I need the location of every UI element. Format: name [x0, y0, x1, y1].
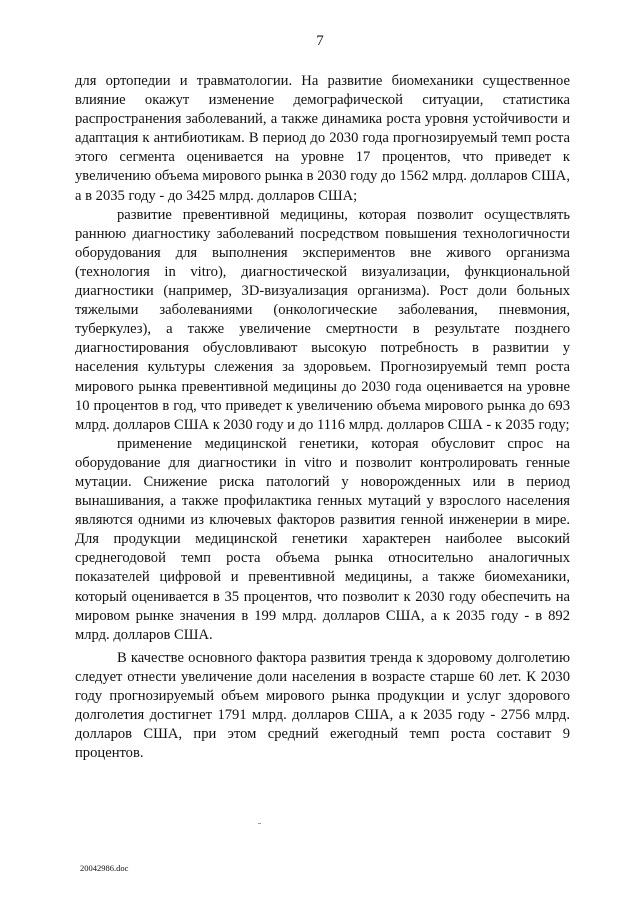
paragraph-preventive-medicine: развитие превентивной медицины, которая позволит осуществлять раннюю диагностику заболеваний посредством повышения технологичности оборудования для выполнения экспериментов вне живого организма (технология in vitro), диагностической визуализации, функциональной диагностики (например, 3D-визуализация организма). Рост доли больных тяжелыми заболеваниями (онкологические заболевания, пневмония, туберкулез), а также увеличение смертности в результате позднего диагностирования обусловливают высокую потребность в развитии у населения культуры слежения за здоровьем. Прогнозируемый темп роста мирового рынка превентивной медицины до 2030 года оценивается на уровне 10 процентов в год, что приведет к увеличению объема мирового рынка до 693 млрд. долларов США к 2030 году и до 1116 млрд. долларов США - к 2035 году;: [75, 206, 570, 433]
paragraph-continuation: для ортопедии и травматологии. На развитие биомеханики существенное влияние окажут изменение демографической ситуации, статистика распространения заболеваний, а также динамика роста уровня устойчивости и адаптация к антибиотикам. В период до 2030 года прогнозируемый темп роста этого сегмента оценивается на уровне 17 процентов, что приведет к увеличению объема мирового рынка в 2030 году до 1562 млрд. долларов США, а в 2035 году - до 3425 млрд. долларов США;: [75, 73, 570, 204]
file-name-footer: 20042986.doc: [80, 863, 129, 873]
paragraph-medical-genetics: применение медицинской генетики, которая обусловит спрос на оборудование для диагностики in vitro и позволит контролировать генные мутации. Снижение риска патологий у новорожденных или в период вынашивания, а также профилактика генных мутаций у взрослого населения являются одними из ключевых факторов развития генной инженерии в мире. Для продукции медицинской генетики характерен наиболее высокий среднегодовой темп роста объема рынка относительно аналогичных показателей цифровой и превентивной медицины, а также биомеханики, который оценивается в 35 процентов, что позволит к 2030 году обеспечить на мировом рынке значения в 199 млрд. долларов США, а к 2035 году - в 892 млрд. долларов США.: [75, 435, 570, 643]
scan-mark: [258, 823, 261, 824]
paragraph-healthy-longevity: В качестве основного фактора развития тренда к здоровому долголетию следует отнести увеличение доли населения в возрасте старше 60 лет. К 2030 году прогнозируемый объем мирового рынка продукции и услуг здорового долголетия достигнет 1791 млрд. долларов США, а к 2035 году - 2756 млрд. долларов США, при этом средний ежегодный темп роста составит 9 процентов.: [75, 649, 570, 762]
body-text: [75, 72, 570, 763]
page-number: 7: [316, 33, 324, 49]
